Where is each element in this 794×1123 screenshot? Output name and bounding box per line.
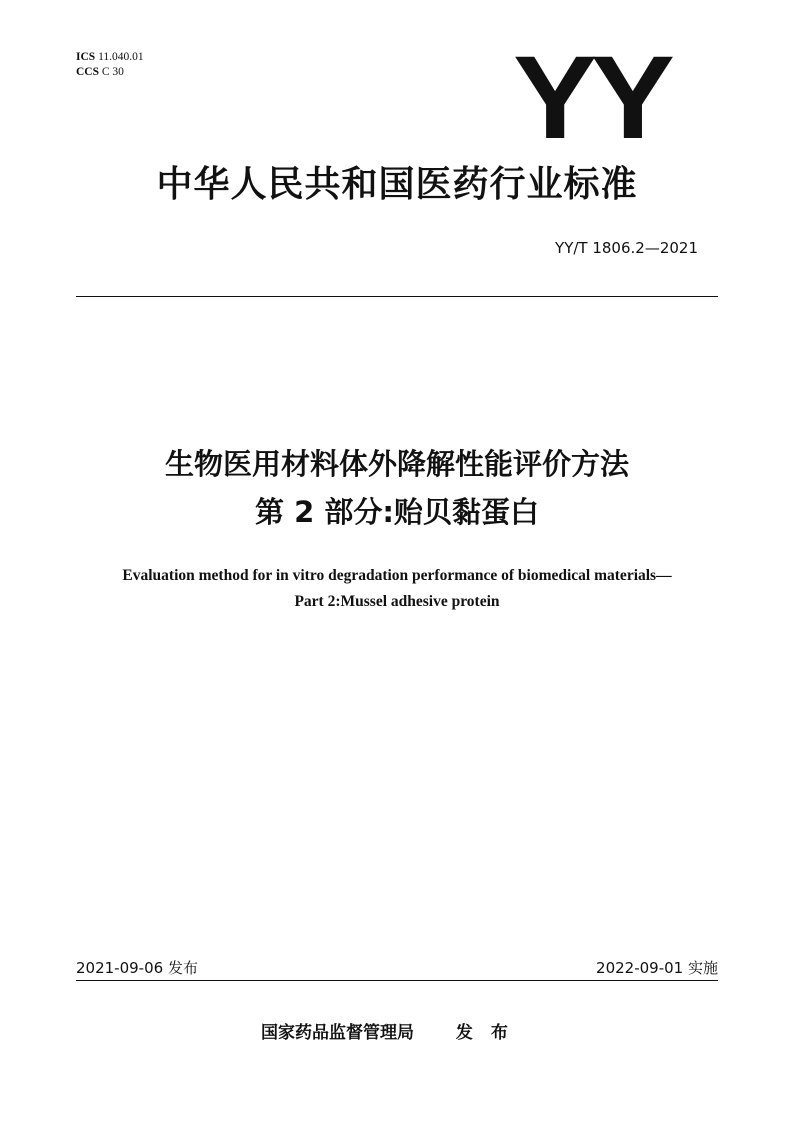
ics-value: 11.040.01 (98, 51, 144, 63)
yy-logo: YY (513, 32, 669, 164)
issue-date: 2021-09-06 发布 (76, 959, 198, 977)
english-title-line-2: Part 2:Mussel adhesive protein (294, 593, 500, 610)
issuing-authority: 国家药品监督管理局 (261, 1023, 414, 1043)
ics-label: ICS (76, 51, 96, 63)
bottom-divider (76, 980, 718, 981)
english-title-line-1: Evaluation method for in vitro degradation performance of biomedical materials— (122, 567, 672, 584)
issuer-row (261, 1022, 514, 1044)
ics-line (76, 50, 144, 65)
chinese-title-line-1: 生物医用材料体外降解性能评价方法 (164, 447, 629, 481)
implementation-date: 2022-09-01 实施 (596, 959, 718, 977)
industry-standard-title: 中华人民共和国医药行业标准 (156, 164, 638, 205)
ccs-value: C 30 (101, 66, 124, 78)
chinese-title-line-2: 第 2 部分:贻贝黏蛋白 (255, 495, 539, 529)
ccs-line (76, 65, 144, 80)
top-divider (76, 296, 718, 297)
ccs-label: CCS (76, 66, 100, 78)
publish-label: 发 布 (455, 1023, 514, 1043)
classification-codes (76, 50, 144, 80)
standard-number: YY/T 1806.2—2021 (555, 239, 698, 257)
